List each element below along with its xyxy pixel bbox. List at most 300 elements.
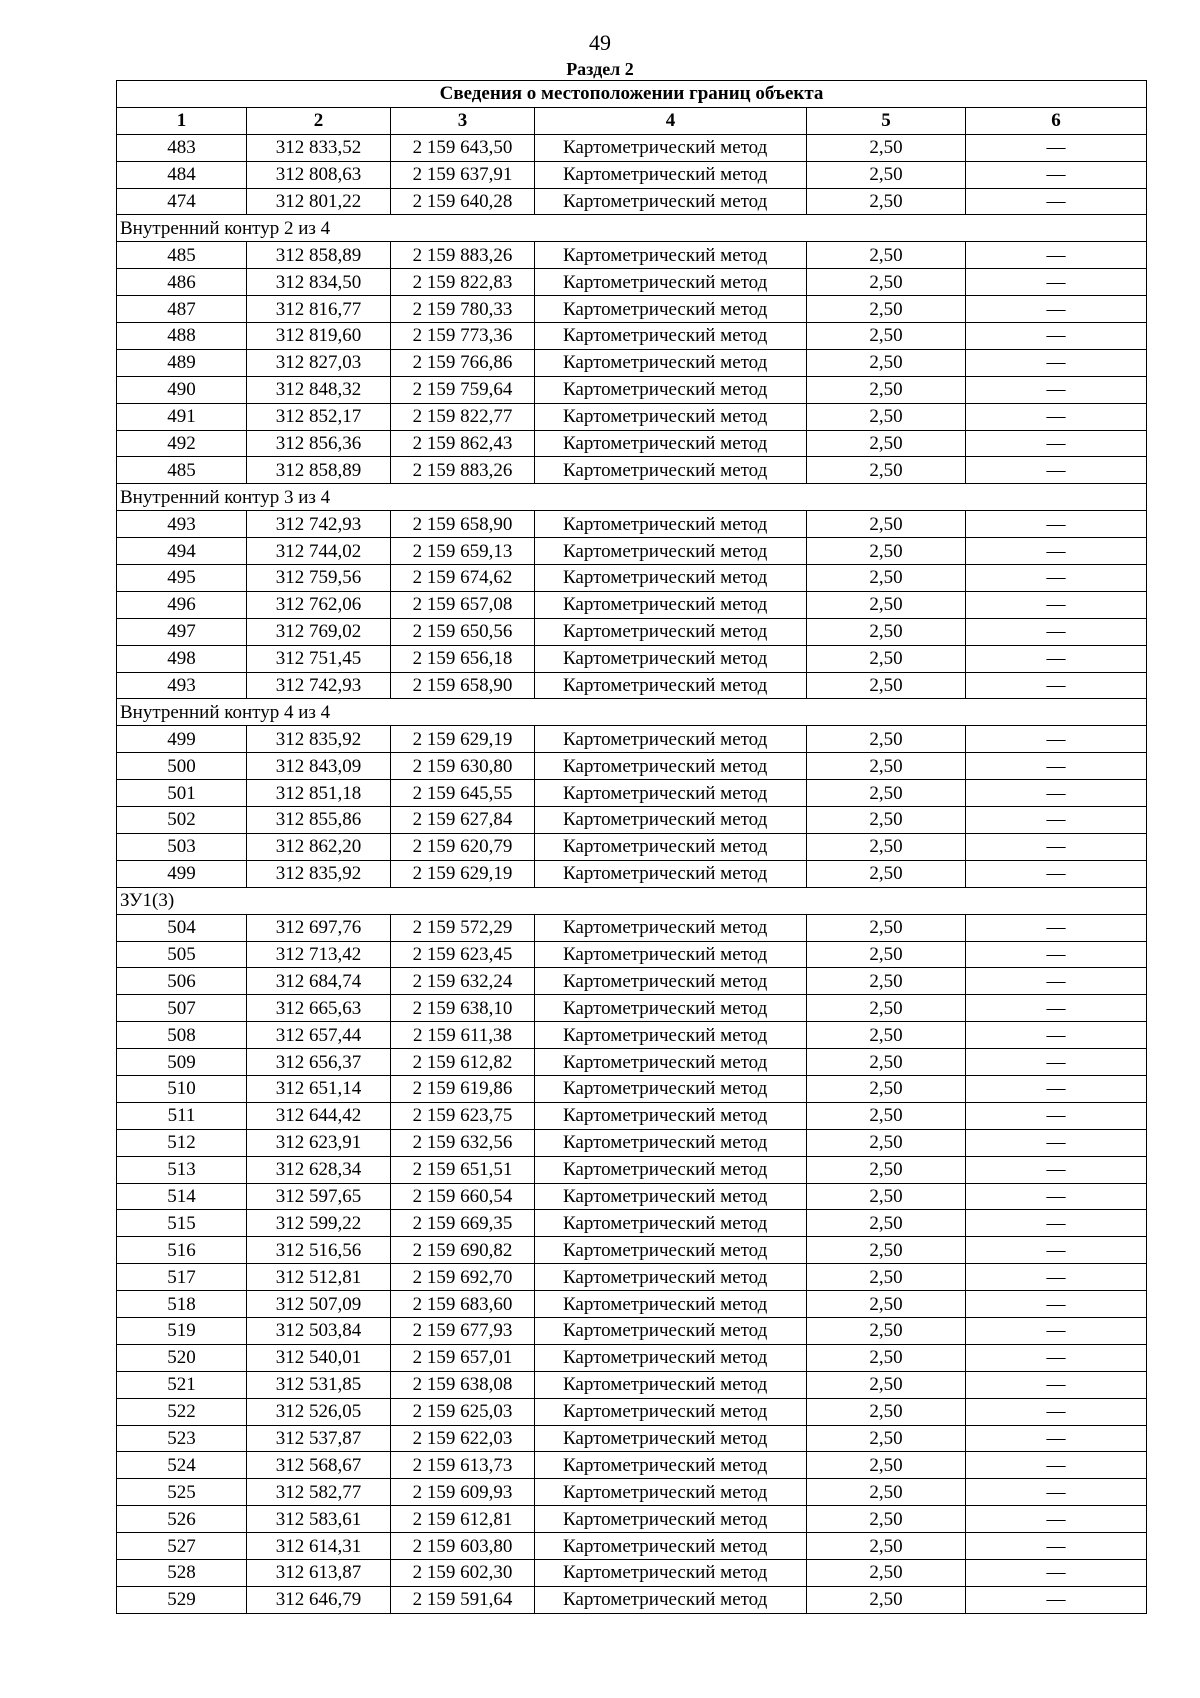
table-row (117, 1533, 1147, 1560)
table-cell: Картометрический метод (535, 618, 807, 645)
table-cell: 521 (117, 1371, 247, 1398)
table-cell: 312 656,37 (247, 1049, 391, 1076)
table-row (117, 591, 1147, 618)
table-cell: — (966, 296, 1147, 323)
table-cell: 2,50 (807, 430, 966, 457)
table-cell: Картометрический метод (535, 1291, 807, 1318)
table-cell: 493 (117, 672, 247, 699)
contour-group-row (117, 484, 1147, 511)
table-cell: 509 (117, 1049, 247, 1076)
table-cell: 525 (117, 1479, 247, 1506)
table-row (117, 672, 1147, 699)
table-cell: 474 (117, 188, 247, 215)
table-cell: — (966, 1586, 1147, 1613)
table-cell: 2,50 (807, 1022, 966, 1049)
table-row (117, 1398, 1147, 1425)
table-cell: Картометрический метод (535, 726, 807, 753)
table-cell: 312 759,56 (247, 565, 391, 592)
table-cell: 312 512,81 (247, 1264, 391, 1291)
table-row (117, 1183, 1147, 1210)
column-header: 5 (807, 107, 966, 134)
table-row (117, 1559, 1147, 1586)
table-cell: 2,50 (807, 1559, 966, 1586)
table-cell: — (966, 1075, 1147, 1102)
table-cell: Картометрический метод (535, 376, 807, 403)
column-header: 2 (247, 107, 391, 134)
table-cell: — (966, 995, 1147, 1022)
table-cell: 498 (117, 645, 247, 672)
table-cell: 312 862,20 (247, 833, 391, 860)
table-cell: 494 (117, 538, 247, 565)
table-cell: 312 858,89 (247, 457, 391, 484)
table-cell: 2,50 (807, 188, 966, 215)
table-cell: 312 665,63 (247, 995, 391, 1022)
boundary-table (116, 80, 1147, 1614)
table-cell: 312 507,09 (247, 1291, 391, 1318)
table-cell: — (966, 1559, 1147, 1586)
table-cell: 508 (117, 1022, 247, 1049)
table-cell: 2,50 (807, 403, 966, 430)
table-cell: 2 159 622,03 (391, 1425, 535, 1452)
table-cell: 2 159 658,90 (391, 672, 535, 699)
contour-group-label: Внутренний контур 4 из 4 (117, 699, 1147, 726)
table-cell: 312 827,03 (247, 349, 391, 376)
table-cell: 2,50 (807, 376, 966, 403)
table-cell: 312 713,42 (247, 941, 391, 968)
table-row (117, 403, 1147, 430)
table-cell: Картометрический метод (535, 645, 807, 672)
table-cell: 505 (117, 941, 247, 968)
table-cell: 2,50 (807, 780, 966, 807)
table-cell: 491 (117, 403, 247, 430)
table-cell: — (966, 780, 1147, 807)
table-cell: 312 858,89 (247, 242, 391, 269)
table-cell: Картометрический метод (535, 1129, 807, 1156)
table-cell: 524 (117, 1452, 247, 1479)
table-cell: 312 568,67 (247, 1452, 391, 1479)
table-cell: 2,50 (807, 242, 966, 269)
table-cell: — (966, 1049, 1147, 1076)
table-cell: 2,50 (807, 1506, 966, 1533)
table-cell: Картометрический метод (535, 430, 807, 457)
table-cell: 2 159 632,24 (391, 968, 535, 995)
table-cell: 312 516,56 (247, 1237, 391, 1264)
contour-group-row (117, 699, 1147, 726)
table-cell: Картометрический метод (535, 672, 807, 699)
table-cell: — (966, 376, 1147, 403)
table-cell: 2,50 (807, 349, 966, 376)
table-row (117, 1317, 1147, 1344)
table-cell: — (966, 1156, 1147, 1183)
table-cell: Картометрический метод (535, 1398, 807, 1425)
table-cell: Картометрический метод (535, 1506, 807, 1533)
table-cell: 2 159 659,13 (391, 538, 535, 565)
table-cell: — (966, 1344, 1147, 1371)
table-row (117, 833, 1147, 860)
table-cell: Картометрический метод (535, 1237, 807, 1264)
table-cell: — (966, 833, 1147, 860)
table-cell: 501 (117, 780, 247, 807)
table-cell: 2,50 (807, 134, 966, 161)
table-cell: 506 (117, 968, 247, 995)
table-cell: 2 159 629,19 (391, 860, 535, 887)
table-cell: 2 159 657,01 (391, 1344, 535, 1371)
table-cell: 2 159 629,19 (391, 726, 535, 753)
table-cell: 520 (117, 1344, 247, 1371)
table-cell: 312 537,87 (247, 1425, 391, 1452)
contour-group-row (117, 887, 1147, 914)
table-cell: — (966, 323, 1147, 350)
table-cell: 2 159 883,26 (391, 457, 535, 484)
table-cell: 495 (117, 565, 247, 592)
table-cell: 492 (117, 430, 247, 457)
table-cell: 490 (117, 376, 247, 403)
table-cell: Картометрический метод (535, 1102, 807, 1129)
table-cell: — (966, 457, 1147, 484)
table-cell: 312 742,93 (247, 511, 391, 538)
table-cell: Картометрический метод (535, 1317, 807, 1344)
table-cell: 312 684,74 (247, 968, 391, 995)
table-cell: — (966, 1452, 1147, 1479)
table-cell: 2 159 656,18 (391, 645, 535, 672)
table-cell: 2,50 (807, 1479, 966, 1506)
table-cell: 2,50 (807, 753, 966, 780)
table-row (117, 457, 1147, 484)
table-cell: 510 (117, 1075, 247, 1102)
table-cell: Картометрический метод (535, 1559, 807, 1586)
table-cell: 2,50 (807, 1102, 966, 1129)
table-cell: — (966, 430, 1147, 457)
table-row (117, 941, 1147, 968)
table-cell: 2,50 (807, 941, 966, 968)
table-cell: 485 (117, 242, 247, 269)
table-cell: 312 819,60 (247, 323, 391, 350)
table-cell: 312 835,92 (247, 726, 391, 753)
table-cell: — (966, 1022, 1147, 1049)
table-row (117, 1371, 1147, 1398)
table-cell: 2,50 (807, 1291, 966, 1318)
table-row (117, 161, 1147, 188)
table-cell: 2 159 637,91 (391, 161, 535, 188)
table-cell: 2,50 (807, 672, 966, 699)
table-cell: 2 159 625,03 (391, 1398, 535, 1425)
section-label: Раздел 2 (566, 59, 634, 79)
table-cell: 312 834,50 (247, 269, 391, 296)
table-cell: Картометрический метод (535, 591, 807, 618)
table-cell: — (966, 941, 1147, 968)
table-cell: 489 (117, 349, 247, 376)
table-cell: 2,50 (807, 269, 966, 296)
table-cell: — (966, 403, 1147, 430)
table-row (117, 780, 1147, 807)
table-title: Сведения о местоположении границ объекта (117, 81, 1147, 108)
table-cell: 516 (117, 1237, 247, 1264)
table-cell: 312 848,32 (247, 376, 391, 403)
table-row (117, 1452, 1147, 1479)
table-cell: 2,50 (807, 833, 966, 860)
table-cell: — (966, 1533, 1147, 1560)
column-header: 1 (117, 107, 247, 134)
table-cell: — (966, 807, 1147, 834)
table-row (117, 269, 1147, 296)
table-cell: — (966, 1479, 1147, 1506)
table-cell: Картометрический метод (535, 538, 807, 565)
table-cell: — (966, 188, 1147, 215)
table-row (117, 1291, 1147, 1318)
table-cell: 499 (117, 726, 247, 753)
table-cell: 2 159 630,80 (391, 753, 535, 780)
table-row (117, 296, 1147, 323)
table-cell: — (966, 753, 1147, 780)
column-header: 6 (966, 107, 1147, 134)
table-row (117, 430, 1147, 457)
table-cell: Картометрический метод (535, 1344, 807, 1371)
table-cell: 312 628,34 (247, 1156, 391, 1183)
table-row (117, 1210, 1147, 1237)
table-cell: 514 (117, 1183, 247, 1210)
table-row (117, 1156, 1147, 1183)
table-cell: 312 751,45 (247, 645, 391, 672)
table-cell: 2,50 (807, 1210, 966, 1237)
table-cell: Картометрический метод (535, 914, 807, 941)
table-cell: — (966, 591, 1147, 618)
table-cell: Картометрический метод (535, 753, 807, 780)
table-cell: 2 159 638,10 (391, 995, 535, 1022)
table-cell: — (966, 269, 1147, 296)
table-row (117, 349, 1147, 376)
table-row (117, 1479, 1147, 1506)
table-row (117, 511, 1147, 538)
table-cell: 522 (117, 1398, 247, 1425)
table-cell: 312 816,77 (247, 296, 391, 323)
table-cell: 312 583,61 (247, 1506, 391, 1533)
table-cell: — (966, 1129, 1147, 1156)
table-title-row (117, 81, 1147, 108)
table-row (117, 1264, 1147, 1291)
table-cell: 2 159 658,90 (391, 511, 535, 538)
table-cell: 496 (117, 591, 247, 618)
table-cell: 312 582,77 (247, 1479, 391, 1506)
table-row (117, 1129, 1147, 1156)
table-cell: Картометрический метод (535, 1049, 807, 1076)
table-cell: 2 159 623,75 (391, 1102, 535, 1129)
table-cell: — (966, 672, 1147, 699)
table-cell: — (966, 1237, 1147, 1264)
table-cell: 2 159 620,79 (391, 833, 535, 860)
table-cell: Картометрический метод (535, 134, 807, 161)
table-cell: 312 801,22 (247, 188, 391, 215)
table-row (117, 323, 1147, 350)
table-cell: 2 159 692,70 (391, 1264, 535, 1291)
table-cell: 312 762,06 (247, 591, 391, 618)
table-cell: 312 742,93 (247, 672, 391, 699)
table-cell: 2 159 651,51 (391, 1156, 535, 1183)
table-cell: Картометрический метод (535, 941, 807, 968)
table-row (117, 1049, 1147, 1076)
contour-group-label: Внутренний контур 2 из 4 (117, 215, 1147, 242)
table-cell: 312 540,01 (247, 1344, 391, 1371)
table-cell: 527 (117, 1533, 247, 1560)
table-cell: 2,50 (807, 1049, 966, 1076)
table-cell: 2,50 (807, 914, 966, 941)
table-cell: Картометрический метод (535, 1371, 807, 1398)
table-cell: 2 159 822,83 (391, 269, 535, 296)
table-cell: — (966, 1398, 1147, 1425)
table-row (117, 1102, 1147, 1129)
contour-group-row (117, 215, 1147, 242)
table-cell: 2 159 650,56 (391, 618, 535, 645)
table-row (117, 134, 1147, 161)
table-cell: 312 531,85 (247, 1371, 391, 1398)
table-cell: 2,50 (807, 565, 966, 592)
table-cell: 2,50 (807, 645, 966, 672)
table-cell: Картометрический метод (535, 323, 807, 350)
table-cell: 2 159 623,45 (391, 941, 535, 968)
table-cell: — (966, 1425, 1147, 1452)
table-cell: 312 697,76 (247, 914, 391, 941)
table-cell: 312 657,44 (247, 1022, 391, 1049)
table-cell: Картометрический метод (535, 269, 807, 296)
table-cell: 2 159 669,35 (391, 1210, 535, 1237)
table-cell: Картометрический метод (535, 1156, 807, 1183)
contour-group-label: ЗУ1(3) (117, 887, 1147, 914)
table-cell: 2 159 862,43 (391, 430, 535, 457)
table-cell: 2,50 (807, 1425, 966, 1452)
table-row (117, 645, 1147, 672)
table-cell: 2,50 (807, 296, 966, 323)
table-cell: 2 159 640,28 (391, 188, 535, 215)
table-cell: Картометрический метод (535, 457, 807, 484)
table-cell: 312 623,91 (247, 1129, 391, 1156)
table-cell: 504 (117, 914, 247, 941)
table-cell: Картометрический метод (535, 1479, 807, 1506)
contour-group-label: Внутренний контур 3 из 4 (117, 484, 1147, 511)
table-row (117, 1586, 1147, 1613)
table-cell: 2,50 (807, 1398, 966, 1425)
table-cell: 312 526,05 (247, 1398, 391, 1425)
table-cell: 312 769,02 (247, 618, 391, 645)
table-cell: — (966, 134, 1147, 161)
table-row (117, 1425, 1147, 1452)
table-cell: 493 (117, 511, 247, 538)
table-cell: 528 (117, 1559, 247, 1586)
table-row (117, 726, 1147, 753)
table-row (117, 188, 1147, 215)
table-body (117, 134, 1147, 1613)
table-cell: 2,50 (807, 1237, 966, 1264)
table-cell: 2 159 632,56 (391, 1129, 535, 1156)
table-row (117, 376, 1147, 403)
table-cell: Картометрический метод (535, 349, 807, 376)
table-cell: 312 644,42 (247, 1102, 391, 1129)
table-cell: 2 159 602,30 (391, 1559, 535, 1586)
table-cell: Картометрический метод (535, 833, 807, 860)
table-cell: 529 (117, 1586, 247, 1613)
table-cell: 312 646,79 (247, 1586, 391, 1613)
table-cell: 526 (117, 1506, 247, 1533)
table-cell: 518 (117, 1291, 247, 1318)
table-row (117, 914, 1147, 941)
table-cell: 513 (117, 1156, 247, 1183)
table-cell: — (966, 242, 1147, 269)
table-header-row (117, 107, 1147, 134)
table-row (117, 1237, 1147, 1264)
table-cell: Картометрический метод (535, 995, 807, 1022)
table-cell: Картометрический метод (535, 780, 807, 807)
table-cell: Картометрический метод (535, 1425, 807, 1452)
table-cell: — (966, 645, 1147, 672)
table-cell: Картометрический метод (535, 242, 807, 269)
table-cell: Картометрический метод (535, 1022, 807, 1049)
table-cell: 2,50 (807, 726, 966, 753)
table-cell: — (966, 511, 1147, 538)
table-cell: 2 159 591,64 (391, 1586, 535, 1613)
table-cell: 2,50 (807, 1371, 966, 1398)
table-cell: 2,50 (807, 995, 966, 1022)
table-row (117, 538, 1147, 565)
table-cell: 2,50 (807, 511, 966, 538)
table-cell: 2 159 683,60 (391, 1291, 535, 1318)
table-cell: Картометрический метод (535, 161, 807, 188)
table-row (117, 753, 1147, 780)
table-cell: 2 159 611,38 (391, 1022, 535, 1049)
table-cell: 2 159 572,29 (391, 914, 535, 941)
table-cell: 2 159 612,81 (391, 1506, 535, 1533)
table-cell: 2,50 (807, 807, 966, 834)
table-cell: — (966, 618, 1147, 645)
table-cell: 2,50 (807, 968, 966, 995)
table-cell: 517 (117, 1264, 247, 1291)
table-cell: Картометрический метод (535, 807, 807, 834)
table-cell: — (966, 349, 1147, 376)
table-cell: — (966, 1183, 1147, 1210)
table-cell: 2,50 (807, 1317, 966, 1344)
table-cell: 2,50 (807, 1156, 966, 1183)
table-cell: 2,50 (807, 1183, 966, 1210)
table-cell: 2,50 (807, 860, 966, 887)
table-cell: 2 159 674,62 (391, 565, 535, 592)
table-cell: — (966, 1371, 1147, 1398)
table-cell: — (966, 1102, 1147, 1129)
table-cell: Картометрический метод (535, 1183, 807, 1210)
table-cell: 2,50 (807, 161, 966, 188)
table-cell: 512 (117, 1129, 247, 1156)
table-cell: 507 (117, 995, 247, 1022)
table-cell: Картометрический метод (535, 1075, 807, 1102)
table-cell: 485 (117, 457, 247, 484)
table-cell: 312 651,14 (247, 1075, 391, 1102)
table-cell: 312 503,84 (247, 1317, 391, 1344)
table-row (117, 242, 1147, 269)
table-row (117, 1022, 1147, 1049)
table-cell: 2 159 619,86 (391, 1075, 535, 1102)
table-row (117, 565, 1147, 592)
table-cell: 312 744,02 (247, 538, 391, 565)
table-cell: 2 159 883,26 (391, 242, 535, 269)
table-cell: 312 597,65 (247, 1183, 391, 1210)
table-cell: 312 613,87 (247, 1559, 391, 1586)
table-cell: 2 159 759,64 (391, 376, 535, 403)
table-cell: 500 (117, 753, 247, 780)
table-cell: — (966, 1317, 1147, 1344)
table-cell: 2 159 822,77 (391, 403, 535, 430)
table-row (117, 995, 1147, 1022)
table-cell: — (966, 565, 1147, 592)
table-cell: — (966, 1291, 1147, 1318)
table-cell: Картометрический метод (535, 1533, 807, 1560)
table-cell: 2 159 643,50 (391, 134, 535, 161)
table-cell: — (966, 914, 1147, 941)
